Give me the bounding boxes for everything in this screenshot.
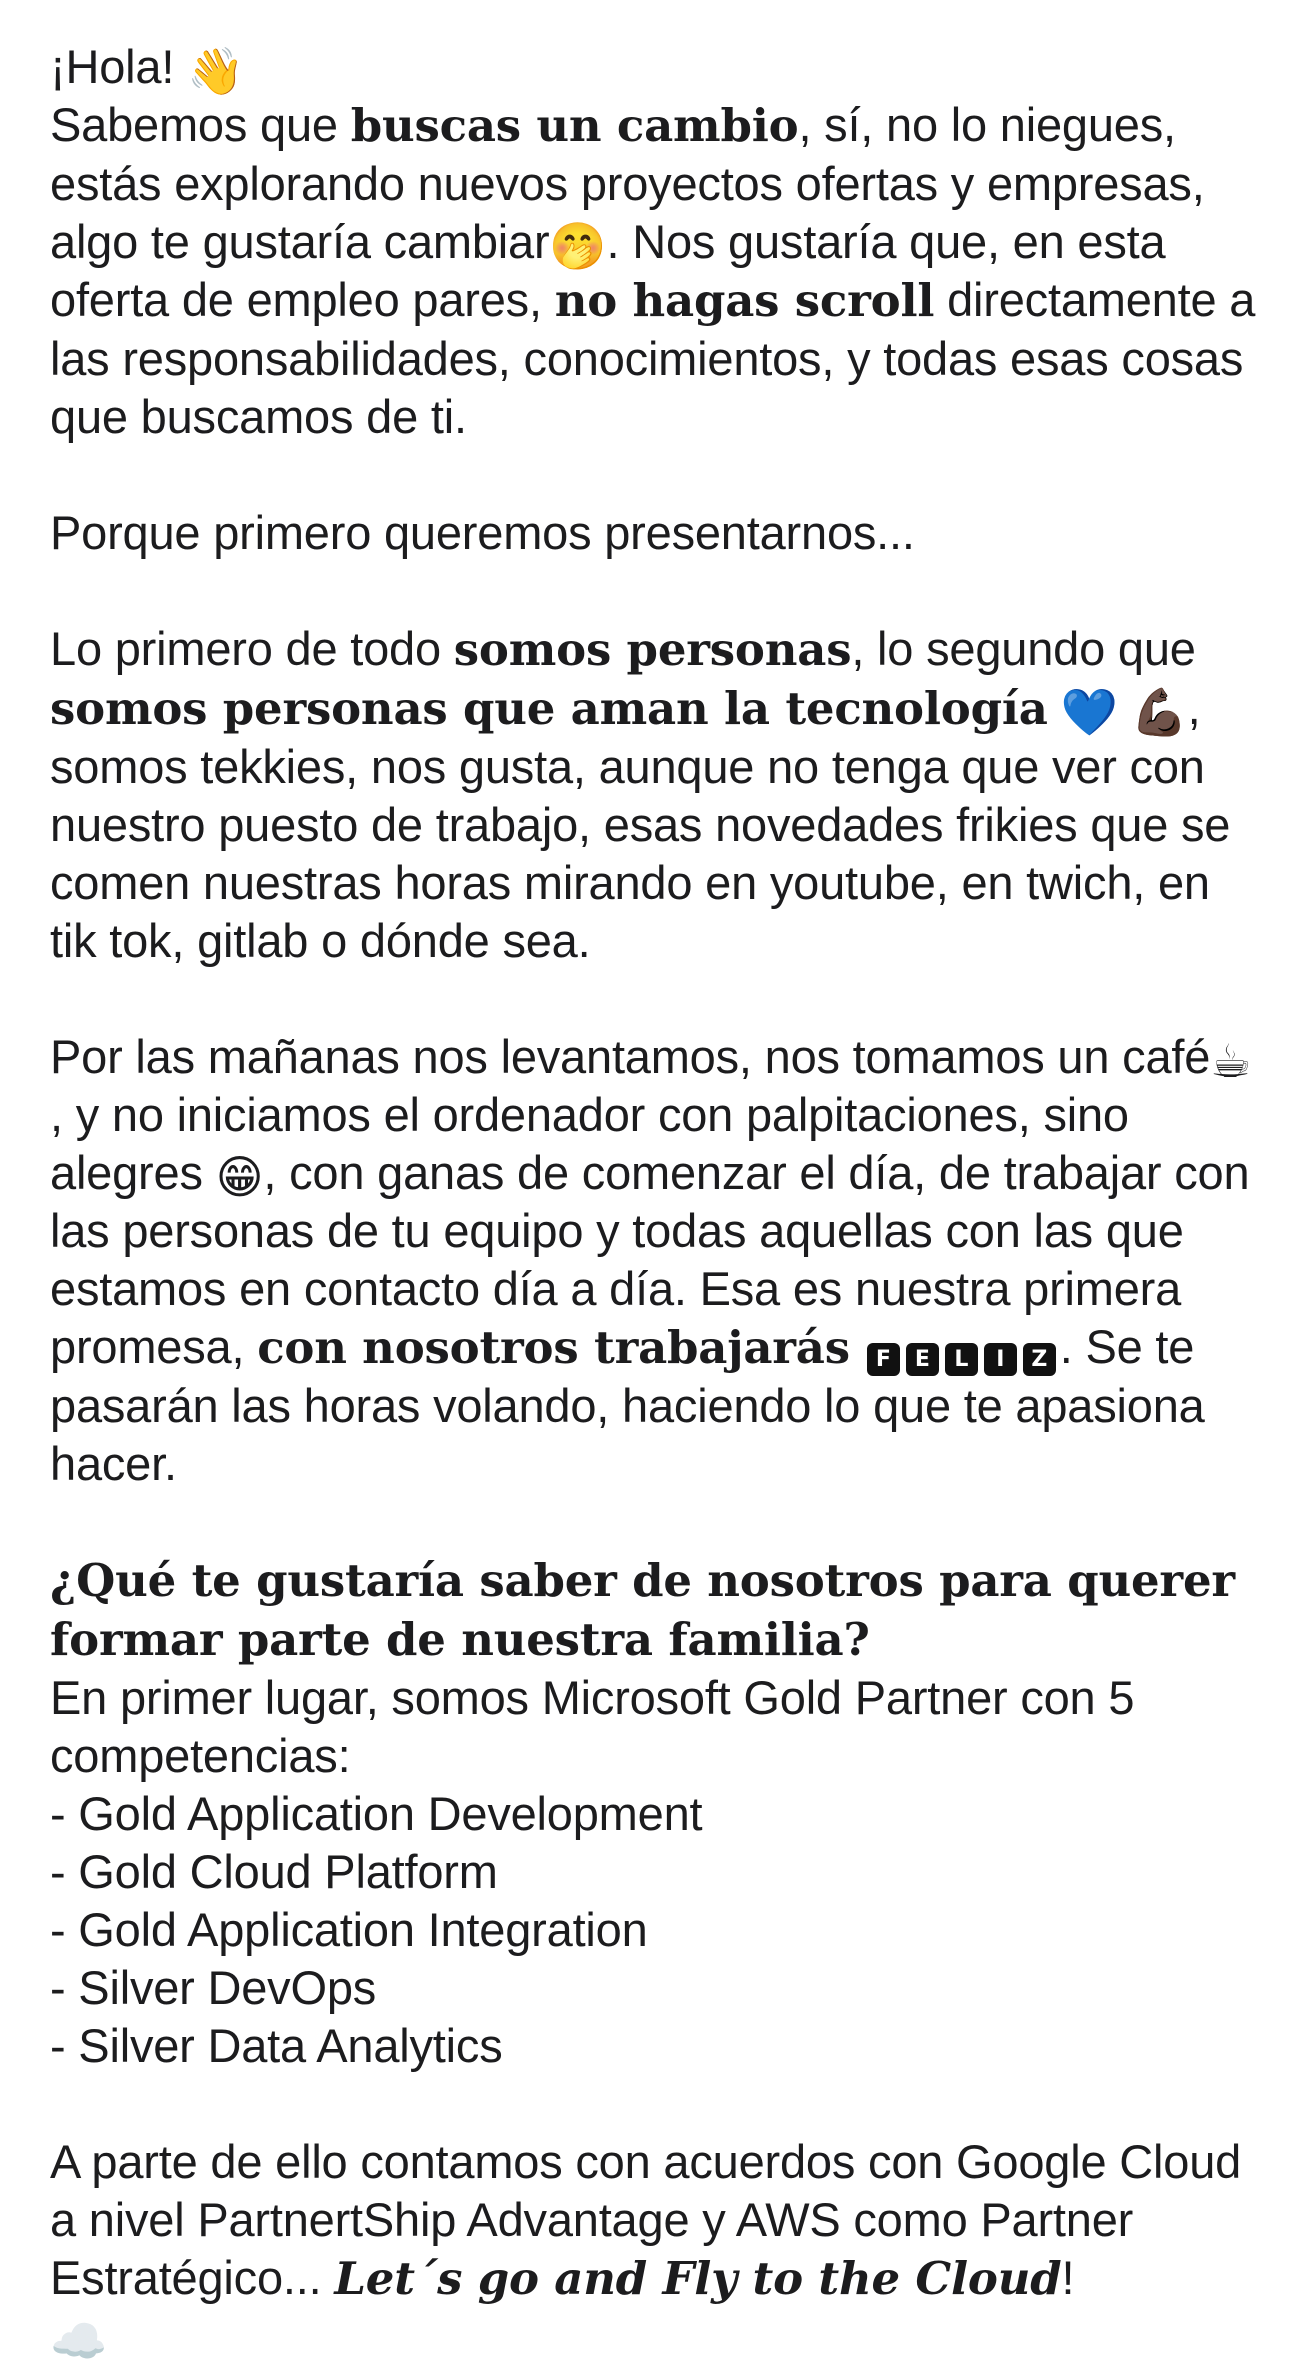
cloud-text-1: A parte de ello contamos con acuerdos con Google Cloud a nivel PartnertShip Advantage y AWS como Partner Estratégico...: [50, 2135, 1242, 2304]
paragraph-intro: [50, 38, 1260, 446]
coffee-icon: ☕: [1210, 1035, 1252, 1087]
intro-bold-1: buscas un cambio: [350, 99, 799, 152]
blue-heart-icon: 💙: [1060, 686, 1118, 738]
letter-block-z: Z: [1023, 1343, 1056, 1376]
intro-text-1: Sabemos que: [50, 98, 351, 151]
intro-text-3: . Nos gustaría que, en esta oferta de empleo pares,: [50, 215, 1166, 326]
letter-block-f: F: [867, 1343, 900, 1376]
intro-text-4: directamente a las responsabilidades, conocimientos, y todas esas cosas que buscamos de ti.: [50, 273, 1256, 443]
letter-block-l: L: [945, 1343, 978, 1376]
mornings-text-2: , y no iniciamos el ordenador con palpitaciones, sino alegres: [50, 1088, 1129, 1199]
intro-bold-2: no hagas scroll: [554, 274, 935, 327]
flexed-biceps-icon: 💪🏿: [1130, 686, 1188, 738]
cloud-icon: ☁️: [50, 2315, 108, 2367]
paragraph-cloud: [50, 2133, 1260, 2366]
competencies-list: [50, 1785, 1260, 2075]
paragraph-presentation: [50, 504, 1260, 562]
job-post-body: [50, 38, 1260, 2366]
hand-over-mouth-icon: 🤭: [549, 220, 607, 272]
cloud-bold-italic: Let´s go and Fly to the Cloud: [334, 2252, 1062, 2305]
people-text-1: Lo primero de todo: [50, 622, 454, 675]
presentation-text: Porque primero queremos presentarnos...: [50, 506, 915, 559]
feliz-letter-blocks: [867, 1343, 1056, 1376]
paragraph-competencies: [50, 1551, 1260, 1785]
competencies-question: ¿Qué te gustaría saber de nosotros para querer formar parte de nuestra familia?: [50, 1554, 1235, 1666]
list-item: - Silver Data Analytics: [50, 2019, 503, 2072]
mornings-bold-1: con nosotros trabajarás: [257, 1321, 850, 1374]
paragraph-people: [50, 620, 1260, 970]
mornings-text-1: Por las mañanas nos levantamos, nos tomamos un café: [50, 1030, 1211, 1083]
list-item: - Silver DevOps: [50, 1961, 377, 2014]
waving-hand-icon: 👋: [187, 45, 245, 97]
letter-block-i: I: [984, 1343, 1017, 1376]
letter-block-e: E: [906, 1343, 939, 1376]
people-text-2: , lo segundo que: [851, 622, 1196, 675]
list-item: - Gold Application Integration: [50, 1903, 648, 1956]
mornings-text-4: . Se te pasarán las horas volando, haciendo lo que te apasiona hacer.: [50, 1320, 1205, 1490]
paragraph-mornings: [50, 1028, 1260, 1493]
people-text-3: , somos tekkies, nos gusta, aunque no tenga que ver con nuestro puesto de trabajo, esas novedades frikies que se comen nuestras horas mirando en youtube, en twich, en tik tok, gitlab o dónde sea.: [50, 681, 1231, 967]
mornings-text-3: , con ganas de comenzar el día, de trabajar con las personas de tu equipo y todas aquellas con las que estamos en contacto día a día. Esa es nuestra primera promesa,: [50, 1146, 1250, 1373]
list-item: - Gold Cloud Platform: [50, 1845, 498, 1898]
greeting-text: ¡Hola!: [50, 40, 175, 93]
competencies-intro: En primer lugar, somos Microsoft Gold Partner con 5 competencias:: [50, 1671, 1135, 1782]
intro-text-2: , sí, no lo niegues, estás explorando nuevos proyectos ofertas y empresas, algo te gustaría cambiar: [50, 98, 1205, 268]
people-bold-2: somos personas que aman la tecnología: [50, 682, 1048, 735]
people-bold-1: somos personas: [453, 623, 852, 676]
cloud-text-2: !: [1061, 2251, 1075, 2304]
list-item: - Gold Application Development: [50, 1787, 703, 1840]
grinning-face-icon: 😁: [215, 1151, 264, 1203]
